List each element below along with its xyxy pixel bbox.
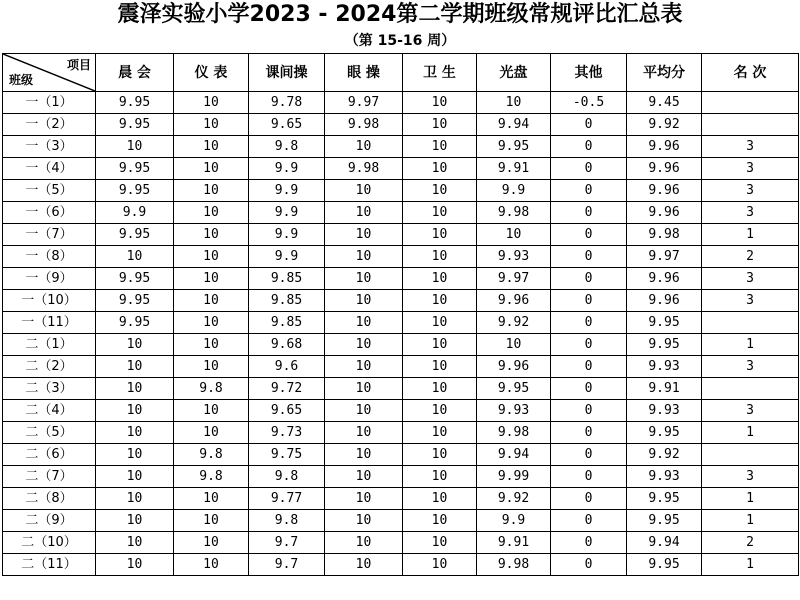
score-cell: 0 [551,378,627,400]
score-cell: 9.85 [249,312,325,334]
score-cell: 9.65 [249,400,325,422]
score-cell: 3 [702,158,799,180]
table-row [3,488,799,510]
class-name-cell: 一（7） [3,224,96,246]
score-cell [702,378,799,400]
score-cell: 9.96 [627,158,702,180]
score-cell: 1 [702,334,799,356]
score-cell: 9.97 [325,92,403,114]
class-name-cell: 一（1） [3,92,96,114]
score-cell: 10 [403,92,477,114]
score-cell: 10 [325,334,403,356]
score-cell: 10 [403,224,477,246]
score-cell: 1 [702,224,799,246]
score-cell: 9.9 [477,510,551,532]
score-cell: 9.9 [477,180,551,202]
class-name-cell: 一（2） [3,114,96,136]
score-cell: 9.8 [249,136,325,158]
column-header: 名 次 [702,54,799,92]
table-row [3,312,799,334]
score-cell: 10 [403,400,477,422]
score-cell: 10 [403,180,477,202]
score-cell: 3 [702,356,799,378]
table-row [3,334,799,356]
score-cell: 10 [403,136,477,158]
score-cell: 10 [174,92,249,114]
score-cell: 9.68 [249,334,325,356]
class-name-cell: 一（9） [3,268,96,290]
score-cell: 3 [702,466,799,488]
table-row [3,466,799,488]
score-cell: 0 [551,466,627,488]
score-cell: 10 [325,400,403,422]
score-cell: 10 [403,158,477,180]
score-cell: 9.97 [477,268,551,290]
score-cell: 9.91 [627,378,702,400]
score-cell: 9.85 [249,268,325,290]
class-name-cell: 二（8） [3,488,96,510]
score-cell: 10 [477,92,551,114]
score-cell: 10 [325,268,403,290]
score-cell: 0 [551,444,627,466]
score-cell: 10 [174,510,249,532]
score-cell: 9.75 [249,444,325,466]
score-cell: 9.95 [477,136,551,158]
corner-label-item: 项目 [66,58,91,72]
score-cell: 10 [96,532,174,554]
score-cell: 10 [325,246,403,268]
score-cell: 10 [403,290,477,312]
score-cell: 10 [403,114,477,136]
corner-header-cell [3,54,96,92]
score-cell: 9.95 [627,334,702,356]
score-cell: 0 [551,400,627,422]
score-cell: 9.96 [477,290,551,312]
score-cell: 10 [96,136,174,158]
score-cell: 10 [403,312,477,334]
score-cell: 9.9 [249,180,325,202]
score-cell: 10 [174,488,249,510]
score-cell: 10 [325,312,403,334]
score-cell: 10 [96,510,174,532]
score-cell: 9.8 [249,466,325,488]
score-cell: 9.95 [96,224,174,246]
score-cell: 10 [174,268,249,290]
score-cell: 9.92 [627,114,702,136]
score-cell: 9.96 [627,136,702,158]
score-cell: 9.93 [477,400,551,422]
score-cell: 9.92 [627,444,702,466]
score-cell: 9.98 [325,114,403,136]
score-cell: 9.98 [627,224,702,246]
score-cell: 9.94 [477,114,551,136]
table-row [3,378,799,400]
table-row [3,356,799,378]
class-name-cell: 一（4） [3,158,96,180]
score-cell: -0.5 [551,92,627,114]
score-cell: 9.8 [174,444,249,466]
score-cell: 9.94 [477,444,551,466]
score-cell: 1 [702,488,799,510]
score-cell: 10 [403,444,477,466]
score-cell: 9.8 [249,510,325,532]
score-cell: 3 [702,180,799,202]
score-cell: 10 [174,290,249,312]
table-row [3,246,799,268]
score-cell: 0 [551,312,627,334]
score-cell: 9.94 [627,532,702,554]
score-cell [702,444,799,466]
score-cell: 9.7 [249,554,325,576]
score-cell: 10 [174,422,249,444]
score-cell: 0 [551,488,627,510]
score-cell: 10 [96,554,174,576]
score-cell: 0 [551,268,627,290]
score-cell: 9.92 [477,312,551,334]
score-cell: 9.93 [627,356,702,378]
score-cell: 9.78 [249,92,325,114]
score-cell: 9.93 [627,466,702,488]
score-cell: 10 [174,202,249,224]
score-cell: 0 [551,224,627,246]
score-cell [702,92,799,114]
score-cell: 9.95 [627,488,702,510]
score-cell: 0 [551,510,627,532]
score-cell: 10 [174,356,249,378]
score-cell: 1 [702,422,799,444]
score-cell: 9.96 [627,290,702,312]
score-cell: 10 [96,378,174,400]
score-cell: 10 [174,532,249,554]
score-cell: 10 [403,334,477,356]
score-cell [702,312,799,334]
score-cell: 9.72 [249,378,325,400]
score-cell: 3 [702,136,799,158]
score-cell: 0 [551,554,627,576]
score-cell: 9.9 [249,246,325,268]
score-cell: 10 [174,400,249,422]
score-cell: 10 [325,422,403,444]
score-cell: 10 [325,532,403,554]
score-cell: 9.96 [627,268,702,290]
score-cell: 10 [477,224,551,246]
score-cell: 10 [325,224,403,246]
class-name-cell: 二（7） [3,466,96,488]
class-name-cell: 二（5） [3,422,96,444]
score-cell: 0 [551,114,627,136]
score-cell: 9.98 [325,158,403,180]
score-cell: 10 [325,488,403,510]
score-cell: 9.96 [627,180,702,202]
score-cell: 10 [325,136,403,158]
score-cell: 10 [325,510,403,532]
score-cell: 9.93 [627,400,702,422]
class-name-cell: 二（9） [3,510,96,532]
score-cell: 1 [702,554,799,576]
score-cell: 9.45 [627,92,702,114]
class-name-cell: 二（4） [3,400,96,422]
score-cell: 10 [174,224,249,246]
score-cell: 10 [325,356,403,378]
table-row [3,224,799,246]
table-row [3,136,799,158]
table-row [3,202,799,224]
score-cell: 10 [96,488,174,510]
column-header: 眼 操 [325,54,403,92]
score-cell: 10 [174,114,249,136]
score-cell: 9.8 [174,466,249,488]
score-cell: 10 [174,312,249,334]
score-cell: 9.95 [627,312,702,334]
column-header: 仪 表 [174,54,249,92]
score-cell: 10 [403,488,477,510]
score-cell: 0 [551,202,627,224]
class-name-cell: 二（11） [3,554,96,576]
score-cell: 10 [403,510,477,532]
header-row [3,54,799,92]
score-cell: 9.98 [477,554,551,576]
score-cell: 3 [702,202,799,224]
score-cell: 9.9 [249,202,325,224]
score-cell: 2 [702,532,799,554]
summary-table [2,53,799,576]
table-body [3,92,799,576]
score-cell: 10 [325,180,403,202]
score-cell: 10 [403,554,477,576]
class-name-cell: 一（6） [3,202,96,224]
score-cell: 10 [325,290,403,312]
table-row [3,158,799,180]
score-cell: 0 [551,422,627,444]
score-cell: 10 [174,246,249,268]
class-name-cell: 二（3） [3,378,96,400]
score-cell: 10 [403,532,477,554]
class-name-cell: 二（2） [3,356,96,378]
score-cell: 9.91 [477,532,551,554]
class-name-cell: 一（8） [3,246,96,268]
table-row [3,510,799,532]
column-header: 平均分 [627,54,702,92]
table-row [3,268,799,290]
score-cell: 9.7 [249,532,325,554]
score-cell: 10 [96,422,174,444]
score-cell: 9.6 [249,356,325,378]
score-cell: 9.97 [627,246,702,268]
score-cell: 9.98 [477,422,551,444]
score-cell: 10 [96,356,174,378]
class-name-cell: 一（10） [3,290,96,312]
score-cell: 10 [96,246,174,268]
score-cell: 3 [702,400,799,422]
class-name-cell: 一（3） [3,136,96,158]
score-cell: 9.77 [249,488,325,510]
score-cell: 3 [702,268,799,290]
score-cell: 9.65 [249,114,325,136]
table-row [3,114,799,136]
score-cell: 0 [551,136,627,158]
score-cell: 0 [551,246,627,268]
score-cell: 9.73 [249,422,325,444]
score-cell: 9.95 [96,92,174,114]
score-cell: 10 [96,400,174,422]
score-cell: 10 [403,422,477,444]
score-cell: 9.99 [477,466,551,488]
score-cell: 10 [96,444,174,466]
score-cell: 0 [551,356,627,378]
score-cell: 0 [551,158,627,180]
score-cell: 10 [403,202,477,224]
score-cell: 0 [551,334,627,356]
score-cell: 9.96 [627,202,702,224]
table-row [3,92,799,114]
score-cell: 10 [174,334,249,356]
score-cell: 10 [174,180,249,202]
score-cell: 10 [174,158,249,180]
score-cell: 9.95 [96,290,174,312]
score-cell [702,114,799,136]
table-row [3,422,799,444]
score-cell: 10 [325,444,403,466]
score-cell: 10 [96,466,174,488]
score-cell: 9.9 [249,158,325,180]
score-cell: 9.95 [96,158,174,180]
class-name-cell: 一（11） [3,312,96,334]
score-cell: 9.95 [477,378,551,400]
score-cell: 9.9 [249,224,325,246]
corner-label-class: 班级 [9,73,34,87]
score-cell: 9.95 [627,554,702,576]
table-row [3,444,799,466]
score-cell: 10 [403,246,477,268]
score-cell: 10 [96,334,174,356]
score-cell: 9.93 [477,246,551,268]
score-cell: 9.8 [174,378,249,400]
score-cell: 9.95 [96,312,174,334]
score-cell: 10 [403,378,477,400]
score-cell: 10 [403,466,477,488]
column-header: 光盘 [477,54,551,92]
column-header: 晨 会 [96,54,174,92]
score-cell: 10 [403,268,477,290]
score-cell: 10 [325,466,403,488]
column-header: 卫 生 [403,54,477,92]
score-cell: 9.95 [96,180,174,202]
table-row [3,532,799,554]
score-cell: 9.85 [249,290,325,312]
score-cell: 3 [702,290,799,312]
score-cell: 0 [551,290,627,312]
score-cell: 9.95 [96,114,174,136]
score-cell: 0 [551,180,627,202]
table-row [3,400,799,422]
document-title: 震泽实验小学2023 - 2024第二学期班级常规评比汇总表 [117,2,683,27]
score-cell: 1 [702,510,799,532]
score-cell: 9.92 [477,488,551,510]
score-cell: 9.9 [96,202,174,224]
table-row [3,554,799,576]
score-cell: 2 [702,246,799,268]
class-name-cell: 二（6） [3,444,96,466]
table-row [3,290,799,312]
score-cell: 0 [551,532,627,554]
score-cell: 9.96 [477,356,551,378]
score-cell: 9.98 [477,202,551,224]
score-cell: 10 [403,356,477,378]
score-cell: 10 [325,554,403,576]
score-cell: 9.95 [96,268,174,290]
column-header: 其他 [551,54,627,92]
column-header: 课间操 [249,54,325,92]
table-row [3,180,799,202]
class-name-cell: 二（10） [3,532,96,554]
score-cell: 9.95 [627,422,702,444]
score-cell: 9.95 [627,510,702,532]
score-cell: 10 [174,136,249,158]
class-name-cell: 一（5） [3,180,96,202]
score-cell: 9.91 [477,158,551,180]
score-cell: 10 [325,202,403,224]
class-name-cell: 二（1） [3,334,96,356]
score-cell: 10 [325,378,403,400]
document-subtitle: （第 15-16 周） [344,33,456,49]
score-cell: 10 [477,334,551,356]
score-cell: 10 [174,554,249,576]
